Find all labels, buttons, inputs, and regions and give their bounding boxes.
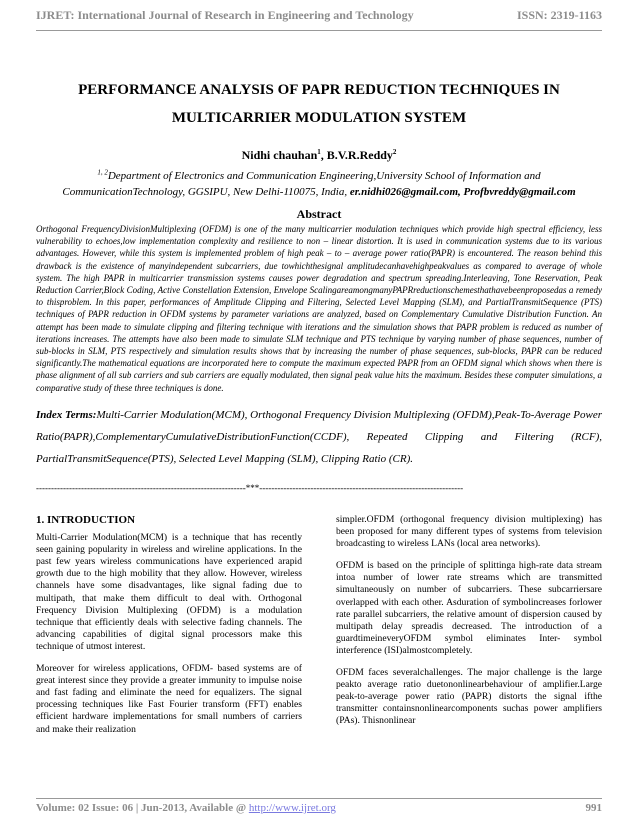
- intro-paragraph-3: simpler.OFDM (orthogonal frequency division multiplexing) has been proposed for many different types of systems from television broadcasting to wireless LANs (local area networks).: [336, 514, 602, 550]
- author-emails: er.nidhi026@gmail.com, Profbvreddy@gmail.com: [349, 186, 576, 198]
- author-1-sup: 1: [317, 148, 321, 156]
- author-2: B.V.R.Reddy: [326, 148, 393, 162]
- section-heading: 1. INTRODUCTION: [36, 514, 136, 526]
- title-line-1: PERFORMANCE ANALYSIS OF PAPR REDUCTION TECHNIQUES IN: [78, 82, 560, 98]
- running-header: [36, 8, 602, 23]
- journal-url-link[interactable]: http://www.ijret.org: [248, 802, 336, 814]
- author-1: Nidhi chauhan: [241, 148, 318, 162]
- index-terms-text: Multi-Carrier Modulation(MCM), Orthogonal Frequency Division Multiplexing (OFDM),Peak-To-Average Power Ratio(PAPR),ComplementaryCumulativeDistributionFunction(CCDF), Repeated Clipping and Filtering (RCF), PartialTransmitSequence(PTS), Selected Level Mapping (SLM), Clipping Ratio (CR).: [36, 409, 602, 465]
- intro-paragraph-4: OFDM is based on the principle of splittinga high-rate data stream intoa number of lower rate streams which are transmitted simultaneously on number of subcarriers. These subcarriersare overlapped with each other. Asduration of symbolincreases forlower rate parallel subcarriers, the relative amount of dispersion caused by multipath delay spreadis decreased. The introduction of a guardtimeineveryOFDM symbol eliminates Inter- symbol interference (ISI)almostcompletely.: [336, 560, 602, 656]
- author-line: [30, 148, 608, 163]
- intro-paragraph-5: OFDM faces severalchallenges. The major challenge is the large peakto average ratio duetononlinearbehaviour of amplifier.Large peak-to-average power ratio (PAPR) distorts the signal ifthe transmitter containsnonlinearcomponents suchas power amplifiers (PAs). Thisnonlinear: [336, 667, 602, 727]
- affiliation-sup: 1, 2: [97, 168, 108, 177]
- footer-volume-info: Volume: 02 Issue: 06 | Jun-2013, Available @ http://www.ijret.org: [36, 802, 336, 814]
- right-column: [336, 514, 602, 738]
- index-terms-label: Index Terms:: [36, 409, 97, 421]
- abstract-heading: Abstract: [296, 207, 342, 221]
- header-rule: [36, 30, 602, 31]
- abstract-text: Orthogonal FrequencyDivisionMultiplexing (OFDM) is one of the many multicarrier modulation techniques which provide high spectral efficiency, less vulnerability to echoes,low implementation complexity and resilience to non – linear distortion. It is used in communication systems due to its various advantages. However, while this system is implemented problem of high peak – to – average power ratio(PAPR) is encountered. The reason behind this drawback is the existence of manyindependent subcarriers, due towhichthesignal amplitudecanhavehighpeakvalues as compared to average of whole system. The high PAPR in multicarrier transmission systems causes power degradation and spectrum spreading.Interleaving, Tone Reservation, Peak Reduction Carrier,Block Coding, Active Constellation Extension, Envelope ScalingareamongmanyPAPRreductionschemesthathavebeenproposedas a remedy to thisproblem. In this paper, performances of Amplitude Clipping and Filtering, Selected Level Mapping (SLM), and PartialTransmitSequence (PTS) techniques of PAPR reduction in OFDM systems by parameter variations are analyzed, based on Complementary Cumulative Distribution Function. An attempt has been made to simulate clipping and filtering technique with iterations and the simulation shows that PAPR problem is reduced as number of iterations increases. The attempts have also been made to simulate SLM technique and PTS technique by varying number of phase sequences, number of sub-blocks in SLM, PTS respectively and simulation results shows that by increasing the number of phase sequences, sub-blocks, PAPR can be reduced significantly.The mathematical equations are incorporated here to compute the maximum expected PAPR from an OFDM signal which shows when there is phase alignment of all sub carriers and sub carriers are equally modulated, then signal peak value hits the maximum. Besides these computer simulations, a comparative study of these three techniques is done.: [36, 224, 602, 393]
- author-2-sup: 2: [392, 148, 397, 156]
- journal-name: IJRET: International Journal of Research in Engineering and Technology: [36, 8, 414, 22]
- section-divider: ----------------------------------------------------------------------***--------------------------------------------------------------------: [36, 483, 464, 493]
- intro-paragraph-2: Moreover for wireless applications, OFDM- based systems are of great interest since they provide a greater immunity to impulse noise and fast fading and eliminate the need for equalizers. The signal processing techniques like Fast Fourier transform (FFT) enables efficient hardware implementations for small numbers of carriers and make their realization: [36, 663, 302, 735]
- footer-rule: [36, 798, 602, 799]
- affiliation: [30, 168, 608, 200]
- affiliation-line-1: Department of Electronics and Communication Engineering,University School of Information and: [107, 170, 541, 182]
- affiliation-line-2: CommunicationTechnology, GGSIPU, New Delhi-110075, India,: [62, 186, 350, 198]
- issn: ISSN: 2319-1163: [516, 8, 602, 22]
- page-number: 991: [585, 802, 602, 814]
- paper-title: [30, 76, 608, 132]
- index-terms: [36, 404, 602, 470]
- title-line-2: MULTICARRIER MODULATION SYSTEM: [171, 110, 467, 126]
- running-footer: [36, 802, 602, 814]
- left-column: [36, 510, 302, 746]
- intro-paragraph-1: Multi-Carrier Modulation(MCM) is a technique that has recently seen gaining popularity in wireless and wireline applications. In the past few years wireless communications have experienced arapid growth due to the high mobility that they allow. However, wireless channels have some disadvantages, like signal fading due to multipath, that make them difficult to deal with. Orthogonal Frequency Division Multiplexing (OFDM) is a modulation technique that efficiently deals with selective fading channels. The advancing capabilities of digital signal processors make this technique of utmost interest.: [36, 532, 302, 652]
- author-separator: ,: [320, 148, 327, 162]
